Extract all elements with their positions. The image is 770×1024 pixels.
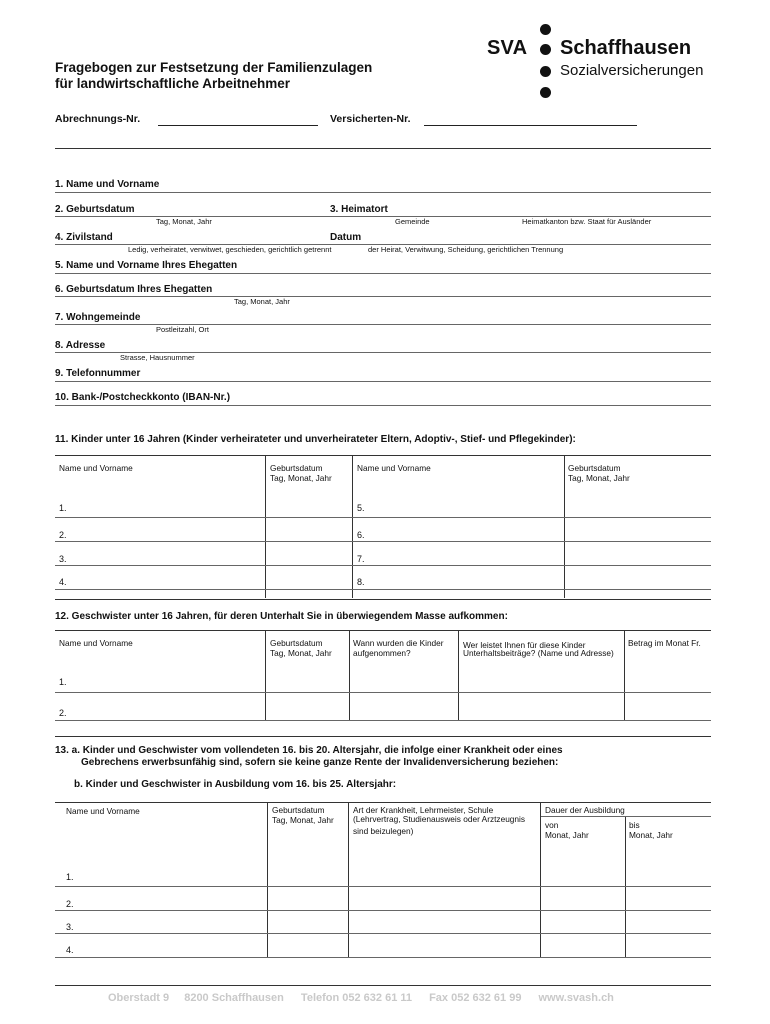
logo-sva-text: SVA xyxy=(487,37,528,59)
wohngemeinde-caption: Postleitzahl, Ort xyxy=(156,325,209,334)
table13-col-divider xyxy=(540,803,541,958)
row-number: 4. xyxy=(66,945,74,955)
footer-fax: Fax 052 632 61 99 xyxy=(429,992,522,1004)
table12-header-birthdate-line2: Tag, Monat, Jahr xyxy=(270,647,332,658)
footer-address: Oberstadt 9 xyxy=(108,992,170,1004)
table13-header-birthdate-line2: Tag, Monat, Jahr xyxy=(272,814,334,825)
form-title-line1: Fragebogen zur Festsetzung der Familienzulagen xyxy=(55,60,373,75)
table11-header-name-right: Name und Vorname xyxy=(357,463,431,473)
table12-header-birthdate-line1: Geburtsdatum xyxy=(270,638,323,648)
logo-dot-low xyxy=(540,66,551,77)
field-birthdate-label: 2. Geburtsdatum xyxy=(55,204,135,215)
field-wohngemeinde-label: 7. Wohngemeinde xyxy=(55,312,141,323)
table-row[interactable] xyxy=(55,933,711,934)
table13-header-bis xyxy=(629,821,673,840)
table12-header-wer-line1: Wer leistet Ihnen für diese Kinder xyxy=(463,640,586,650)
table11-col-divider xyxy=(352,456,353,598)
versicherten-nr-label: Versicherten-Nr. xyxy=(330,113,411,125)
row-number: 1. xyxy=(66,872,74,882)
table13-header-bis-line2: Monat, Jahr xyxy=(629,829,673,840)
table12-col-divider xyxy=(624,631,625,721)
table11-header-birthdate xyxy=(270,464,332,483)
field-heimatort-label: 3. Heimatort xyxy=(330,204,388,215)
table12-header-birthdate xyxy=(270,639,332,658)
footer-city: 8200 Schaffhausen xyxy=(184,992,284,1004)
table12-header-wer xyxy=(463,641,614,657)
table13-header-art-line1: Art der Krankheit, Lehrmeister, Schule xyxy=(353,805,494,815)
table13-header-von xyxy=(545,821,589,840)
datum-caption: der Heirat, Verwitwung, Scheidung, gerichtlichen Trennung xyxy=(368,245,564,254)
table13-col-divider xyxy=(267,803,268,958)
table13-dauer-divider xyxy=(541,816,711,817)
table11-header-birthdate-line1: Geburtsdatum xyxy=(270,463,323,473)
row-number: 3. xyxy=(66,922,74,932)
field-adresse-label: 8. Adresse xyxy=(55,340,106,351)
table11-header-birthdate-right-line2: Tag, Monat, Jahr xyxy=(568,472,630,483)
field-spouse-name-line[interactable] xyxy=(55,273,711,274)
section-13a-heading-line2: Gebrechens erwerbsunfähig sind, sofern sie keine ganze Rente der Invalidenversicherung beziehen: xyxy=(81,757,559,768)
table12-col-divider xyxy=(458,631,459,721)
field-spouse-birthdate-label: 6. Geburtsdatum Ihres Ehegatten xyxy=(55,284,213,295)
table13-top-line xyxy=(55,802,711,803)
table12-header-wer-line2: Unterhaltsbeiträge? (Name und Adresse) xyxy=(463,648,614,658)
table12-header-wann xyxy=(353,639,444,658)
table-row[interactable] xyxy=(55,589,711,590)
table-row[interactable] xyxy=(55,910,711,911)
adresse-caption: Strasse, Hausnummer xyxy=(120,353,195,362)
row-number: 3. xyxy=(59,554,67,564)
table13-header-birthdate-line1: Geburtsdatum xyxy=(272,805,325,815)
logo-dot-mid xyxy=(540,44,551,55)
table12-col-divider xyxy=(265,631,266,721)
abrechnungs-nr-label: Abrechnungs-Nr. xyxy=(55,113,141,125)
table13-header-bis-line1: bis xyxy=(629,820,640,830)
field-bank-label: 10. Bank-/Postcheckkonto (IBAN-Nr.) xyxy=(55,392,231,403)
table13-header-art-line2: (Lehrvertrag, Studienausweis oder Arztzeugnis xyxy=(353,813,526,824)
field-zivilstand-label: 4. Zivilstand xyxy=(55,232,113,243)
section-12-heading: 12. Geschwister unter 16 Jahren, für deren Unterhalt Sie in überwiegendem Masse aufkommen: xyxy=(55,611,508,622)
section-13b-heading: b. Kinder und Geschwister in Ausbildung vom 16. bis 25. Altersjahr: xyxy=(74,779,397,790)
logo-dot-bottom xyxy=(540,87,551,98)
table12-top-line xyxy=(55,630,711,631)
field-name-line[interactable] xyxy=(55,192,711,193)
table12-col-divider xyxy=(349,631,350,721)
footer-web[interactable]: www.svash.ch xyxy=(538,992,614,1004)
divider xyxy=(55,599,711,600)
footer-divider xyxy=(55,985,711,986)
table-row[interactable] xyxy=(55,720,711,721)
section-13a-heading xyxy=(55,745,563,769)
table11-col-divider xyxy=(564,456,565,598)
row-number: 1. xyxy=(59,503,67,513)
row-number: 7. xyxy=(357,554,365,564)
table-row[interactable] xyxy=(55,692,711,693)
table-row[interactable] xyxy=(55,886,711,887)
table11-header-birthdate-line2: Tag, Monat, Jahr xyxy=(270,472,332,483)
footer-phone: Telefon 052 632 61 11 xyxy=(300,992,413,1004)
field-datum-label: Datum xyxy=(330,232,362,243)
row-number: 6. xyxy=(357,530,365,540)
logo-name-text: Schaffhausen xyxy=(560,37,692,59)
field-telefon-label: 9. Telefonnummer xyxy=(55,368,141,379)
table11-top-line xyxy=(55,455,711,456)
table13-header-name: Name und Vorname xyxy=(66,806,140,816)
table13-col-divider xyxy=(348,803,349,958)
zivilstand-caption: Ledig, verheiratet, verwitwet, geschieden, gerichtlich getrennt xyxy=(128,245,332,254)
divider xyxy=(55,148,711,149)
form-title xyxy=(55,60,372,92)
row-number: 8. xyxy=(357,577,365,587)
table-row[interactable] xyxy=(55,565,711,566)
table13-header-art-note: sind beizulegen) xyxy=(353,826,414,836)
birthdate-caption: Tag, Monat, Jahr xyxy=(156,217,212,226)
heimatort-caption-kanton: Heimatkanton bzw. Staat für Ausländer xyxy=(522,217,652,226)
table-row[interactable] xyxy=(55,517,711,518)
form-title-line2: für landwirtschaftliche Arbeitnehmer xyxy=(55,76,291,91)
field-name-label: 1. Name und Vorname xyxy=(55,179,160,190)
row-number: 4. xyxy=(59,577,67,587)
row-number: 5. xyxy=(357,503,365,513)
row-number: 2. xyxy=(66,899,74,909)
table13-header-dauer: Dauer der Ausbildung xyxy=(545,805,625,815)
footer-contact xyxy=(108,992,614,1004)
table13-col-divider xyxy=(625,817,626,958)
table11-header-name: Name und Vorname xyxy=(59,463,133,473)
abrechnungs-nr-field[interactable] xyxy=(158,125,318,126)
section-13a-heading-line1: 13. a. Kinder und Geschwister vom vollendeten 16. bis 20. Altersjahr, die infolge einer Krankheit oder eines xyxy=(55,745,563,756)
table13-header-art xyxy=(353,806,525,823)
table13-header-von-line1: von xyxy=(545,820,559,830)
field-telefon-line[interactable] xyxy=(55,381,711,382)
logo-dot-top xyxy=(540,24,551,35)
logo-subtitle-text: Sozialversicherungen xyxy=(560,62,704,79)
field-bank-line[interactable] xyxy=(55,405,711,406)
row-number: 2. xyxy=(59,530,67,540)
table12-header-name: Name und Vorname xyxy=(59,638,133,648)
row-number: 2. xyxy=(59,708,67,718)
versicherten-nr-field[interactable] xyxy=(424,125,637,126)
table-row[interactable] xyxy=(55,957,711,958)
table13-header-birthdate xyxy=(272,806,334,825)
table12-header-wann-line2: aufgenommen? xyxy=(353,647,411,658)
table12-header-wann-line1: Wann wurden die Kinder xyxy=(353,638,444,648)
field-spouse-name-label: 5. Name und Vorname Ihres Ehegatten xyxy=(55,260,238,271)
row-number: 1. xyxy=(59,677,67,687)
divider xyxy=(55,736,711,737)
field-wohngemeinde-line[interactable] xyxy=(55,324,711,325)
field-spouse-birthdate-line[interactable] xyxy=(55,296,711,297)
table-row[interactable] xyxy=(55,541,711,542)
spouse-birthdate-caption: Tag, Monat, Jahr xyxy=(234,297,290,306)
table11-col-divider xyxy=(265,456,266,598)
table13-header-von-line2: Monat, Jahr xyxy=(545,829,589,840)
table11-header-birthdate-right-line1: Geburtsdatum xyxy=(568,463,621,473)
heimatort-caption-gemeinde: Gemeinde xyxy=(395,217,430,226)
table12-header-betrag: Betrag im Monat Fr. xyxy=(628,638,701,648)
table11-header-birthdate-right xyxy=(568,464,630,483)
section-11-heading: 11. Kinder unter 16 Jahren (Kinder verheirateter und unverheirateter Eltern, Adoptiv-, Stief- und Pflegekinder): xyxy=(55,434,576,445)
